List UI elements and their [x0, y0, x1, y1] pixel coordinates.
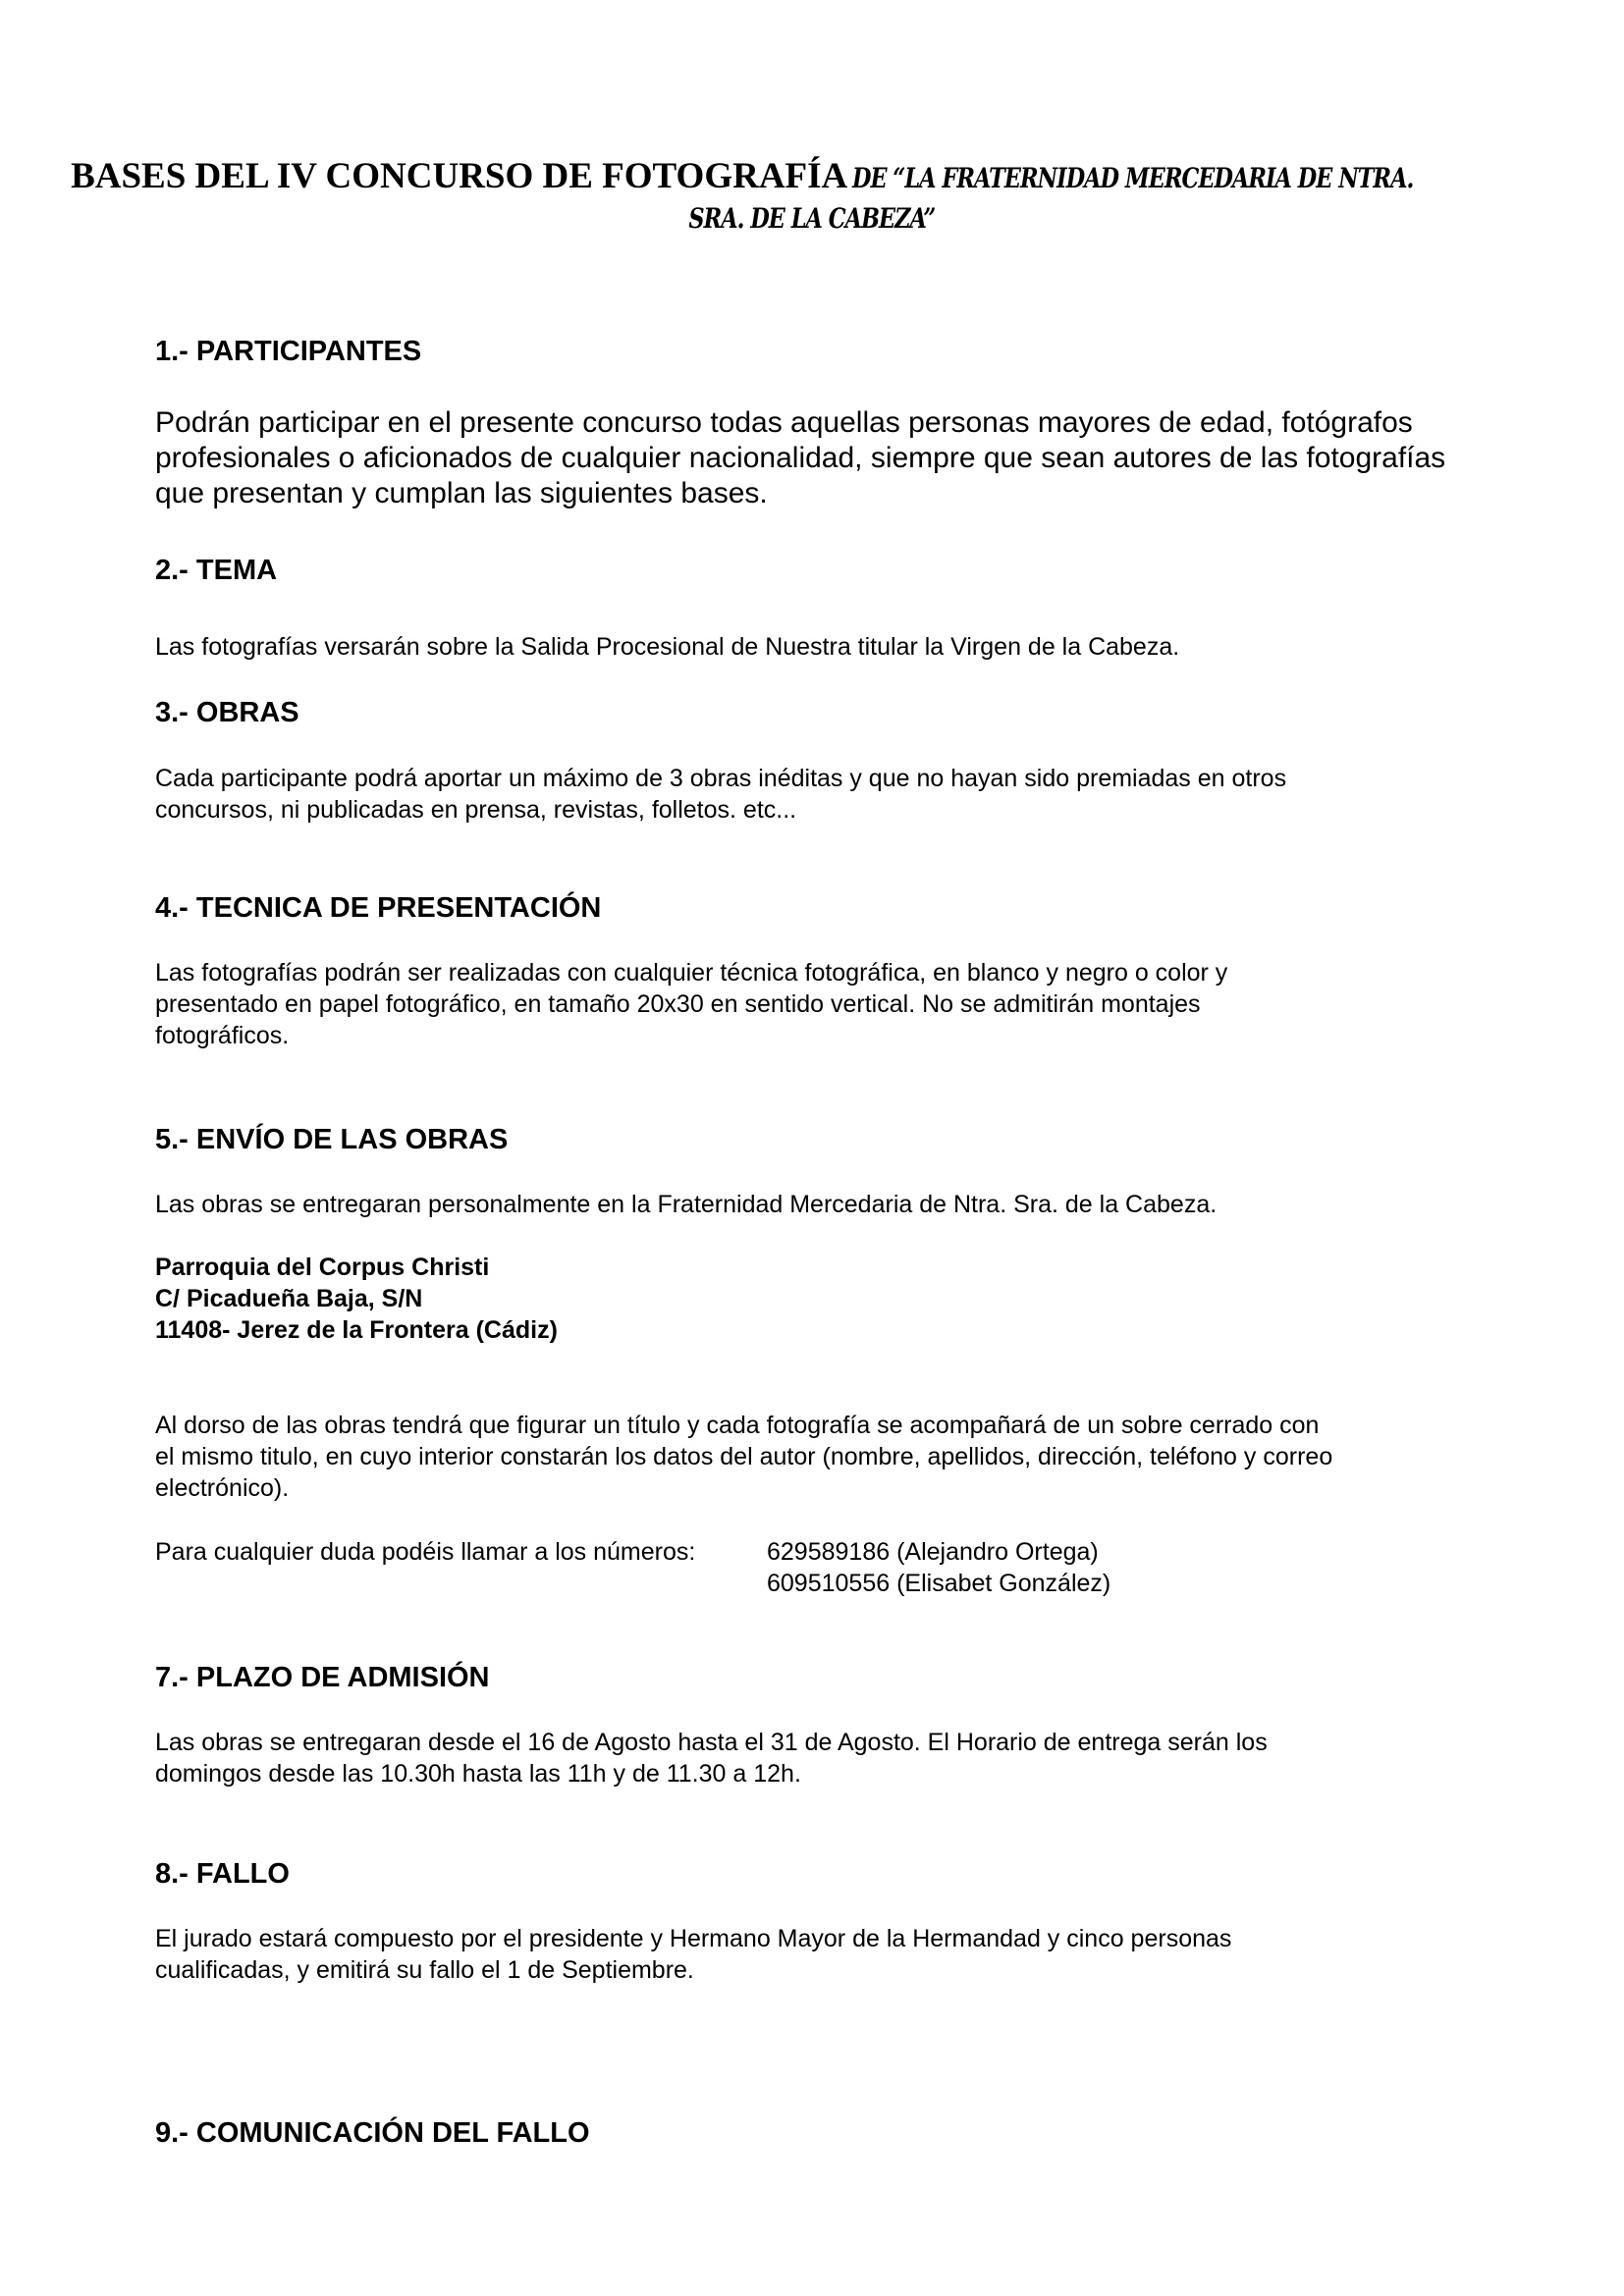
section-heading-obras: 3.- OBRAS: [155, 697, 299, 728]
document-title-fraternity-cont: SRA. DE LA CABEZA”: [688, 202, 936, 235]
document-title-fraternity: DE “LA FRATERNIDAD MERCEDARIA DE NTRA.: [851, 162, 1414, 194]
text-line: El jurado estará compuesto por el presidente y Hermano Mayor de la Hermandad y cinco personas: [155, 1925, 1232, 1952]
text-line: Al dorso de las obras tendrá que figurar un título y cada fotografía se acompañará de un sobre cerrado con: [155, 1412, 1320, 1439]
contact-intro: Para cualquier duda podéis llamar a los números:: [155, 1538, 696, 1566]
section-body-envio-dorso: [155, 1410, 1332, 1504]
text-line: concursos, ni publicadas en prensa, revistas, folletos. etc...: [155, 796, 797, 824]
section-heading-tecnica: 4.- TECNICA DE PRESENTACIÓN: [155, 892, 602, 924]
text-line: presentado en papel fotográfico, en tamaño 20x30 en sentido vertical. No se admitirán montajes: [155, 990, 1201, 1018]
section-heading-envio: 5.- ENVÍO DE LAS OBRAS: [155, 1124, 509, 1155]
text-line: Las obras se entregaran desde el 16 de Agosto hasta el 31 de Agosto. El Horario de entrega serán los: [155, 1729, 1268, 1756]
document-title-line-1: [0, 155, 1624, 197]
section-heading-fallo: 8.- FALLO: [155, 1858, 290, 1890]
section-body-obras: [155, 763, 1286, 826]
text-line: el mismo titulo, en cuyo interior constarán los datos del autor (nombre, apellidos, dirección, teléfono y correo: [155, 1443, 1333, 1470]
section-heading-tema: 2.- TEMA: [155, 555, 278, 586]
section-body-envio-intro: [155, 1189, 1217, 1220]
text-line: fotográficos.: [155, 1022, 290, 1049]
text-line: electrónico).: [155, 1474, 290, 1502]
section-body-fallo: [155, 1923, 1231, 1986]
address-line: Parroquia del Corpus Christi: [155, 1254, 490, 1281]
address-line: C/ Picadueña Baja, S/N: [155, 1285, 423, 1312]
text-line: domingos desde las 10.30h hasta las 11h y de 11.30 a 12h.: [155, 1760, 801, 1788]
document-title-line-2: [0, 202, 1624, 235]
section-heading-participantes: 1.- PARTICIPANTES: [155, 336, 422, 367]
section-heading-plazo: 7.- PLAZO DE ADMISIÓN: [155, 1662, 490, 1693]
text-line: que presentan y cumplan las siguientes bases.: [155, 477, 768, 509]
address-line: 11408- Jerez de la Frontera (Cádiz): [155, 1316, 558, 1344]
section-body-participantes: [155, 405, 1445, 511]
section-body-plazo: [155, 1727, 1268, 1789]
text-line: Cada participante podrá aportar un máximo de 3 obras inéditas y que no hayan sido premiadas en otros: [155, 765, 1287, 792]
section-heading-comunicacion: 9.- COMUNICACIÓN DEL FALLO: [155, 2117, 590, 2149]
document-title: BASES DEL IV CONCURSO DE FOTOGRAFÍA: [71, 156, 848, 196]
text-line: profesionales o aficionados de cualquier nacionalidad, siempre que sean autores de las fotografías: [155, 442, 1446, 474]
text-line: Las fotografías podrán ser realizadas con cualquier técnica fotográfica, en blanco y negro o color y: [155, 959, 1228, 987]
contact-phone-2: 609510556 (Elisabet González): [767, 1570, 1111, 1597]
text-line: Podrán participar en el presente concurso todas aquellas personas mayores de edad, fotógrafos: [155, 406, 1413, 439]
section-body-tecnica: [155, 957, 1227, 1051]
text-line: Las obras se entregaran personalmente en la Fraternidad Mercedaria de Ntra. Sra. de la Cabeza.: [155, 1191, 1218, 1218]
postal-address: [155, 1252, 558, 1346]
text-line: Las fotografías versarán sobre la Salida Procesional de Nuestra titular la Virgen de la Cabeza.: [155, 633, 1180, 661]
contact-phone-1: 629589186 (Alejandro Ortega): [767, 1538, 1099, 1566]
text-line: cualificadas, y emitirá su fallo el 1 de Septiembre.: [155, 1956, 694, 1984]
section-body-tema: [155, 631, 1179, 663]
